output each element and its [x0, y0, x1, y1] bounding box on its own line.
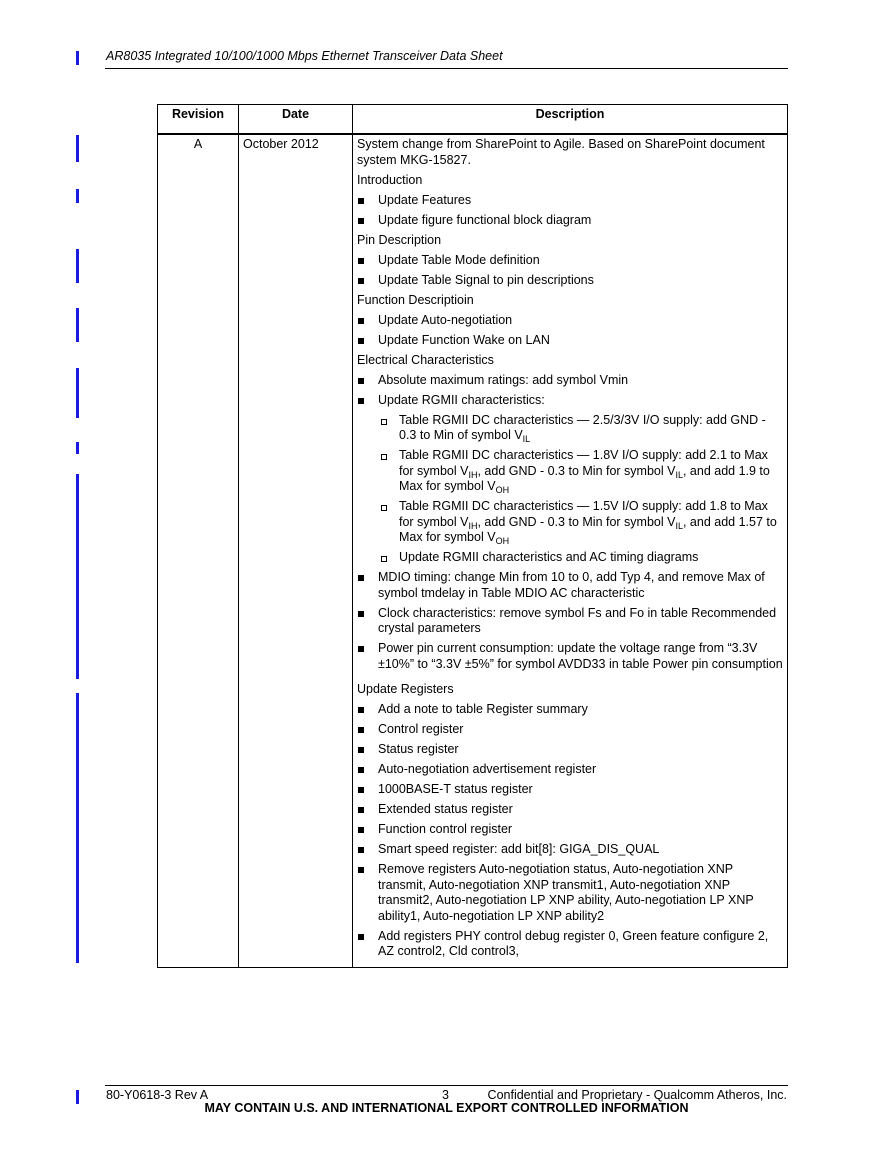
- list-item: Extended status register: [357, 802, 783, 818]
- list-item: 1000BASE-T status register: [357, 782, 783, 798]
- sub-item-text: , add GND - 0.3 to Min for symbol V: [477, 514, 676, 529]
- list-item: Update Function Wake on LAN: [357, 333, 783, 349]
- change-bar: [76, 308, 79, 342]
- table-header-row: [158, 105, 788, 135]
- change-bar: [76, 368, 79, 418]
- subscript: IL: [675, 520, 683, 531]
- sub-item-text: Table RGMII DC characteristics — 2.5/3/3V I/O supply: add GND - 0.3 to Min of symbol V: [399, 412, 766, 442]
- list-item: Smart speed register: add bit[8]: GIGA_DIS_QUAL: [357, 842, 783, 858]
- change-bar: [76, 249, 79, 283]
- list-item: Update figure functional block diagram: [357, 213, 783, 229]
- section-heading-registers: Update Registers: [357, 682, 454, 696]
- sub-item-text: , and add 1.9 to Max for symbol V: [399, 463, 770, 493]
- list-item: Clock characteristics: remove symbol Fs and Fo in table Recommended crystal parameters: [357, 606, 783, 637]
- list-item: Control register: [357, 722, 783, 738]
- section-heading-pin-description: Pin Description: [357, 232, 442, 247]
- sub-list-item: [357, 499, 783, 546]
- list-item: MDIO timing: change Min from 10 to 0, add Typ 4, and remove Max of symbol tmdelay in Table MDIO AC characteristic: [357, 570, 783, 601]
- description-cell: [353, 134, 788, 967]
- sub-item-text: Table RGMII DC characteristics — 1.5V I/O supply: add 1.8 to Max for symbol V: [399, 499, 768, 529]
- section-heading-introduction: Introduction: [357, 172, 423, 187]
- list-item: Remove registers Auto-negotiation status, Auto-negotiation XNP transmit, Auto-negotiation XNP transmit1, Auto-negotiation XNP transmit2, Auto-negotiation LP XNP ability, Auto-negotiation LP XNP ability1, Auto-negotiation LP XNP ability2: [357, 862, 783, 924]
- list-item: Add a note to table Register summary: [357, 702, 783, 718]
- footer-divider: [105, 1085, 788, 1086]
- sub-list-item: Update RGMII characteristics and AC timing diagrams: [357, 550, 783, 566]
- sub-item-text: , add GND - 0.3 to Min for symbol V: [477, 463, 676, 478]
- date-cell: October 2012: [239, 134, 353, 967]
- section-heading-electrical: Electrical Characteristics: [357, 352, 494, 367]
- column-header-date: Date: [239, 105, 353, 135]
- change-bar: [76, 693, 79, 963]
- list-item: Power pin current consumption: update the voltage range from “3.3V ±10%” to “3.3V ±5%” for symbol AVDD33 in table Power pin consumption: [357, 641, 783, 672]
- section-heading-function-description: Function Descriptioin: [357, 292, 474, 307]
- sub-list-item: [357, 448, 783, 495]
- subscript: IL: [675, 469, 683, 480]
- intro-paragraph: System change from SharePoint to Agile. Based on SharePoint document system MKG-15827.: [357, 137, 765, 167]
- column-header-revision: Revision: [158, 105, 239, 135]
- list-item: Update RGMII characteristics:: [357, 393, 783, 409]
- export-notice: MAY CONTAIN U.S. AND INTERNATIONAL EXPORT CONTROLLED INFORMATION: [204, 1101, 689, 1115]
- list-item: Add registers PHY control debug register 0, Green feature configure 2, AZ control2, Cld control3,: [357, 929, 783, 960]
- list-item: Update Auto-negotiation: [357, 313, 783, 329]
- list-item: Auto-negotiation advertisement register: [357, 762, 783, 778]
- change-bar: [76, 474, 79, 679]
- sub-item-text: Table RGMII DC characteristics — 1.8V I/O supply: add 2.1 to Max for symbol V: [399, 448, 768, 478]
- confidential-notice: Confidential and Proprietary - Qualcomm Atheros, Inc.: [487, 1088, 787, 1102]
- document-id: 80-Y0618-3 Rev A: [106, 1088, 209, 1102]
- change-bar: [76, 135, 79, 162]
- column-header-description: Description: [353, 105, 788, 135]
- list-item: Update Table Mode definition: [357, 253, 783, 269]
- page-number: 3: [442, 1088, 449, 1102]
- subscript: OH: [495, 485, 510, 495]
- change-bar: [76, 442, 79, 454]
- list-item: Absolute maximum ratings: add symbol Vmin: [357, 373, 783, 389]
- header-divider: [105, 68, 788, 69]
- document-title: AR8035 Integrated 10/100/1000 Mbps Ethernet Transceiver Data Sheet: [106, 49, 503, 63]
- list-item: Function control register: [357, 822, 783, 838]
- list-item: Status register: [357, 742, 783, 758]
- subscript: OH: [495, 536, 510, 546]
- subscript: IH: [468, 469, 478, 480]
- subscript: IL: [522, 434, 531, 444]
- change-bar: [76, 189, 79, 203]
- revision-history-table: [157, 104, 788, 968]
- subscript: IH: [468, 520, 478, 531]
- table-row: [158, 134, 788, 967]
- list-item: Update Features: [357, 193, 783, 209]
- revision-cell: A: [158, 134, 239, 967]
- change-bar-header: [76, 51, 79, 65]
- list-item: Update Table Signal to pin descriptions: [357, 273, 783, 289]
- sub-item-text: , and add 1.57 to Max for symbol V: [399, 514, 777, 544]
- sub-list-item: [357, 413, 783, 444]
